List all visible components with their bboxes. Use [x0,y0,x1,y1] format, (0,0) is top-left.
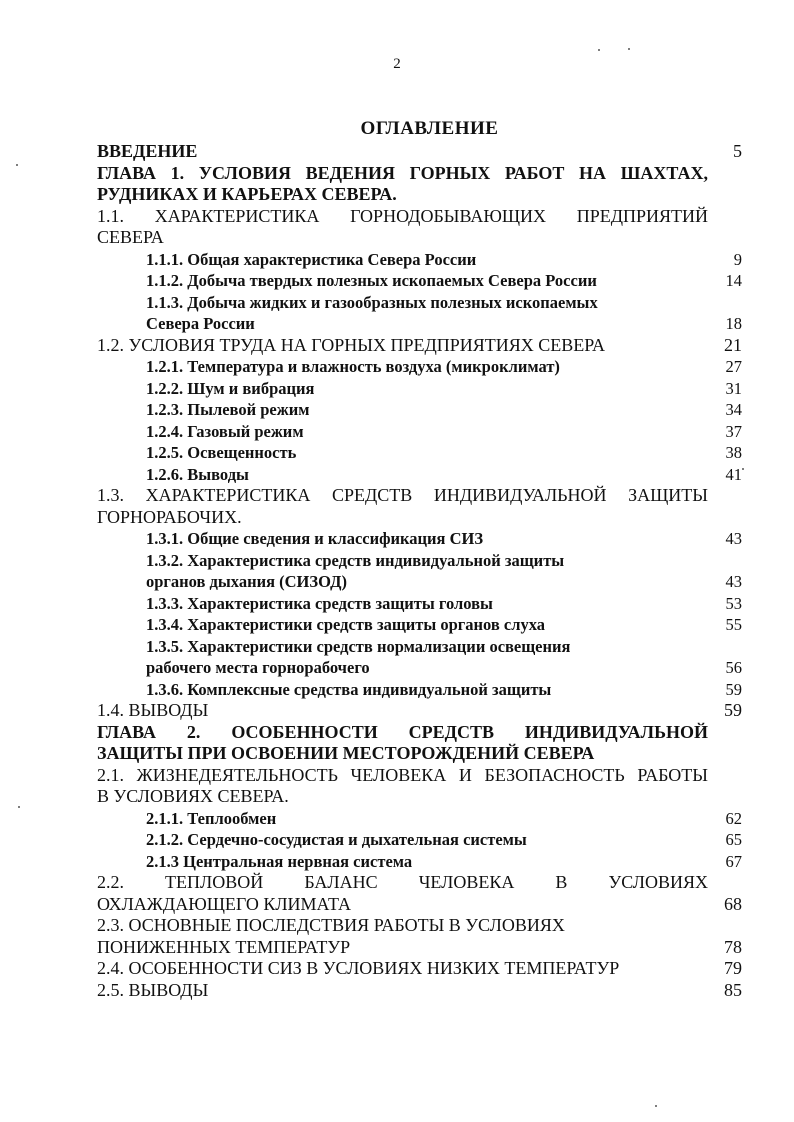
toc-entry-line: ГОРНОРАБОЧИХ. [97,506,242,527]
toc-entry-title [97,163,708,206]
toc-entry-line: РУДНИКАХ И КАРЬЕРАХ СЕВЕРА. [97,184,397,204]
toc-entry [97,378,742,400]
toc-entry [97,915,742,958]
toc-entry [97,679,742,701]
toc-entry-line: 2.1.1. Теплообмен [146,808,277,828]
toc-entry-line: 2.1.2. Сердечно-сосудистая и дыхательная системы [146,830,527,849]
scan-speck [18,806,20,808]
toc-entry-title [146,292,708,335]
toc-entry-title [97,700,708,722]
toc-entry-line: 1.2.2. Шум и вибрация [146,378,315,398]
toc-entry-line: 1.3.5. Характеристики средств нормализации освещения [146,636,571,656]
toc-entry [97,958,742,980]
toc-entry [97,528,742,550]
toc-entry-page: 78 [724,936,742,957]
toc-entry-line: 1.1.3. Добыча жидких и газообразных полезных ископаемых [146,292,598,312]
toc-entry [97,442,742,464]
toc-entry-line: 1.2.5. Освещенность [146,443,297,462]
scan-speck [742,468,744,470]
toc-list [97,141,742,1001]
toc-entry-line: 1.3.6. Комплексные средства индивидуальной защиты [146,679,552,699]
toc-entry-page: 31 [725,378,742,398]
toc-entry-page: 37 [725,421,742,441]
toc-entry [97,636,742,679]
toc-entry-line: В УСЛОВИЯХ СЕВЕРА. [97,786,289,806]
toc-entry-page: 79 [724,958,742,978]
toc-entry-line: СЕВЕРА [97,227,164,247]
toc-entry-title [146,464,708,486]
toc-entry-title [97,958,708,980]
toc-entry-page: 59 [725,679,742,699]
toc-entry-title [97,206,708,249]
toc-entry [97,206,742,249]
toc-entry-line: 1.2.1. Температура и влажность воздуха (микроклимат) [146,357,560,376]
toc-entry [97,700,742,722]
toc-entry [97,421,742,443]
toc-entry [97,851,742,873]
toc-entry-title [146,593,708,615]
toc-entry [97,292,742,335]
toc-entry [97,335,742,357]
toc-title: ОГЛАВЛЕНИЕ [360,118,499,139]
toc-entry-title [146,249,708,271]
toc-entry-line: 1.1.1. Общая характеристика Севера России [146,249,477,269]
toc-entry [97,485,742,528]
toc-entry-title [97,722,708,765]
toc-entry-page: 68 [724,893,742,914]
scan-speck [628,48,630,50]
toc-entry-page: 43 [725,529,742,548]
toc-entry [97,765,742,808]
toc-entry [97,399,742,421]
toc-entry-title [146,614,708,636]
toc-entry-line: 2.4. ОСОБЕННОСТИ СИЗ В УСЛОВИЯХ НИЗКИХ ТЕМПЕРАТУР [97,958,620,978]
toc-entry-page: 27 [725,357,742,376]
toc-entry-line: 1.3.3. Характеристика средств защиты головы [146,593,493,613]
toc-entry-page: 38 [725,443,742,462]
toc-entry [97,550,742,593]
toc-entry [97,464,742,486]
toc-entry [97,614,742,636]
scan-speck [16,164,18,166]
toc-entry-line: 1.2.3. Пылевой режим [146,400,310,419]
toc-entry-line: органов дыхания (СИЗОД) [146,572,347,591]
toc-entry [97,163,742,206]
toc-entry-title [146,378,708,400]
scan-speck [655,1105,657,1107]
toc-entry-page: 5 [733,141,742,161]
toc-entry-title [97,141,708,163]
toc-entry-title [146,550,708,593]
toc-entry-title [97,485,708,528]
toc-entry-title [97,765,708,808]
toc-entry-title [97,980,708,1002]
toc-entry [97,872,742,915]
toc-entry-line: ЗАЩИТЫ ПРИ ОСВОЕНИИ МЕСТОРОЖДЕНИЙ СЕВЕРА [97,743,595,763]
toc-entry-line: ВВЕДЕНИЕ [97,141,198,161]
toc-entry-line: ГЛАВА 1. УСЛОВИЯ ВЕДЕНИЯ ГОРНЫХ РАБОТ НА ШАХТАХ, [97,162,708,183]
toc-entry [97,249,742,271]
toc-entry-line: 1.1. ХАРАКТЕРИСТИКА ГОРНОДОБЫВАЮЩИХ ПРЕДПРИЯТИЙ [97,205,708,226]
toc-entry-line: Севера России [146,314,255,333]
toc-entry-line: 1.2.4. Газовый режим [146,421,304,441]
toc-entry-page: 21 [724,334,742,355]
toc-entry-page: 85 [724,979,742,1000]
toc-entry-line: ГЛАВА 2. ОСОБЕННОСТИ СРЕДСТВ ИНДИВИДУАЛЬНОЙ [97,721,708,742]
toc-entry-title [146,829,708,851]
toc-entry-title [146,636,708,679]
toc-entry-page: 34 [725,400,742,419]
toc-entry-title [146,356,708,378]
toc-entry [97,808,742,830]
toc-entry [97,829,742,851]
toc-entry-page: 62 [725,808,742,828]
toc-entry-line: 1.3.2. Характеристика средств индивидуальной защиты [146,550,565,570]
toc-entry-page: 59 [724,700,742,720]
toc-entry [97,593,742,615]
toc-entry-line: 2.2. ТЕПЛОВОЙ БАЛАНС ЧЕЛОВЕКА В УСЛОВИЯХ [97,872,708,892]
toc-entry-page: 55 [725,615,742,634]
toc-entry-title [97,872,708,915]
toc-entry-title [146,399,708,421]
toc-entry-title [97,335,708,357]
toc-entry-title [146,442,708,464]
toc-entry-line: ПОНИЖЕННЫХ ТЕМПЕРАТУР [97,936,351,957]
toc-entry-page: 43 [725,572,742,591]
toc-entry-line: 1.1.2. Добыча твердых полезных ископаемых Севера России [146,271,597,290]
toc-entry-title [146,270,708,292]
toc-entry-line: 1.2. УСЛОВИЯ ТРУДА НА ГОРНЫХ ПРЕДПРИЯТИЯХ СЕВЕРА [97,334,605,355]
toc-entry-line: 2.1. ЖИЗНЕДЕЯТЕЛЬНОСТЬ ЧЕЛОВЕКА И БЕЗОПАСНОСТЬ РАБОТЫ [97,764,708,785]
page-number: 2 [393,56,401,72]
toc-entry-line: 1.4. ВЫВОДЫ [97,700,209,720]
toc-entry-line: рабочего места горнорабочего [146,658,370,677]
toc-entry-page: 53 [725,593,742,613]
toc-entry-title [146,851,708,873]
table-of-contents [97,117,742,1001]
toc-entry-page: 9 [733,249,742,269]
toc-entry-line: 2.5. ВЫВОДЫ [97,979,209,1000]
toc-entry-page: 56 [725,658,742,677]
toc-entry-line: 2.1.3 Центральная нервная система [146,851,413,871]
toc-entry-page: 65 [725,830,742,849]
toc-entry-line: ОХЛАЖДАЮЩЕГО КЛИМАТА [97,893,352,914]
toc-entry [97,722,742,765]
toc-entry [97,270,742,292]
toc-entry [97,356,742,378]
toc-entry-page: 41 [725,464,742,484]
toc-entry-line: 1.3. ХАРАКТЕРИСТИКА СРЕДСТВ ИНДИВИДУАЛЬНОЙ ЗАЩИТЫ [97,485,708,505]
toc-entry-page: 67 [725,851,742,871]
toc-entry-line: 1.2.6. Выводы [146,464,249,484]
toc-entry-title [146,808,708,830]
toc-entry-line: 1.3.1. Общие сведения и классификация СИЗ [146,529,484,548]
toc-entry-title [97,915,708,958]
toc-entry-page: 18 [725,314,742,333]
toc-entry-title [146,421,708,443]
toc-entry-line: 2.3. ОСНОВНЫЕ ПОСЛЕДСТВИЯ РАБОТЫ В УСЛОВИЯХ [97,915,565,935]
scan-speck [598,49,600,51]
toc-entry [97,980,742,1002]
toc-entry-title [146,679,708,701]
toc-entry-title [146,528,708,550]
toc-entry-page: 14 [725,271,742,290]
toc-entry [97,141,742,163]
toc-entry-line: 1.3.4. Характеристики средств защиты органов слуха [146,615,546,634]
